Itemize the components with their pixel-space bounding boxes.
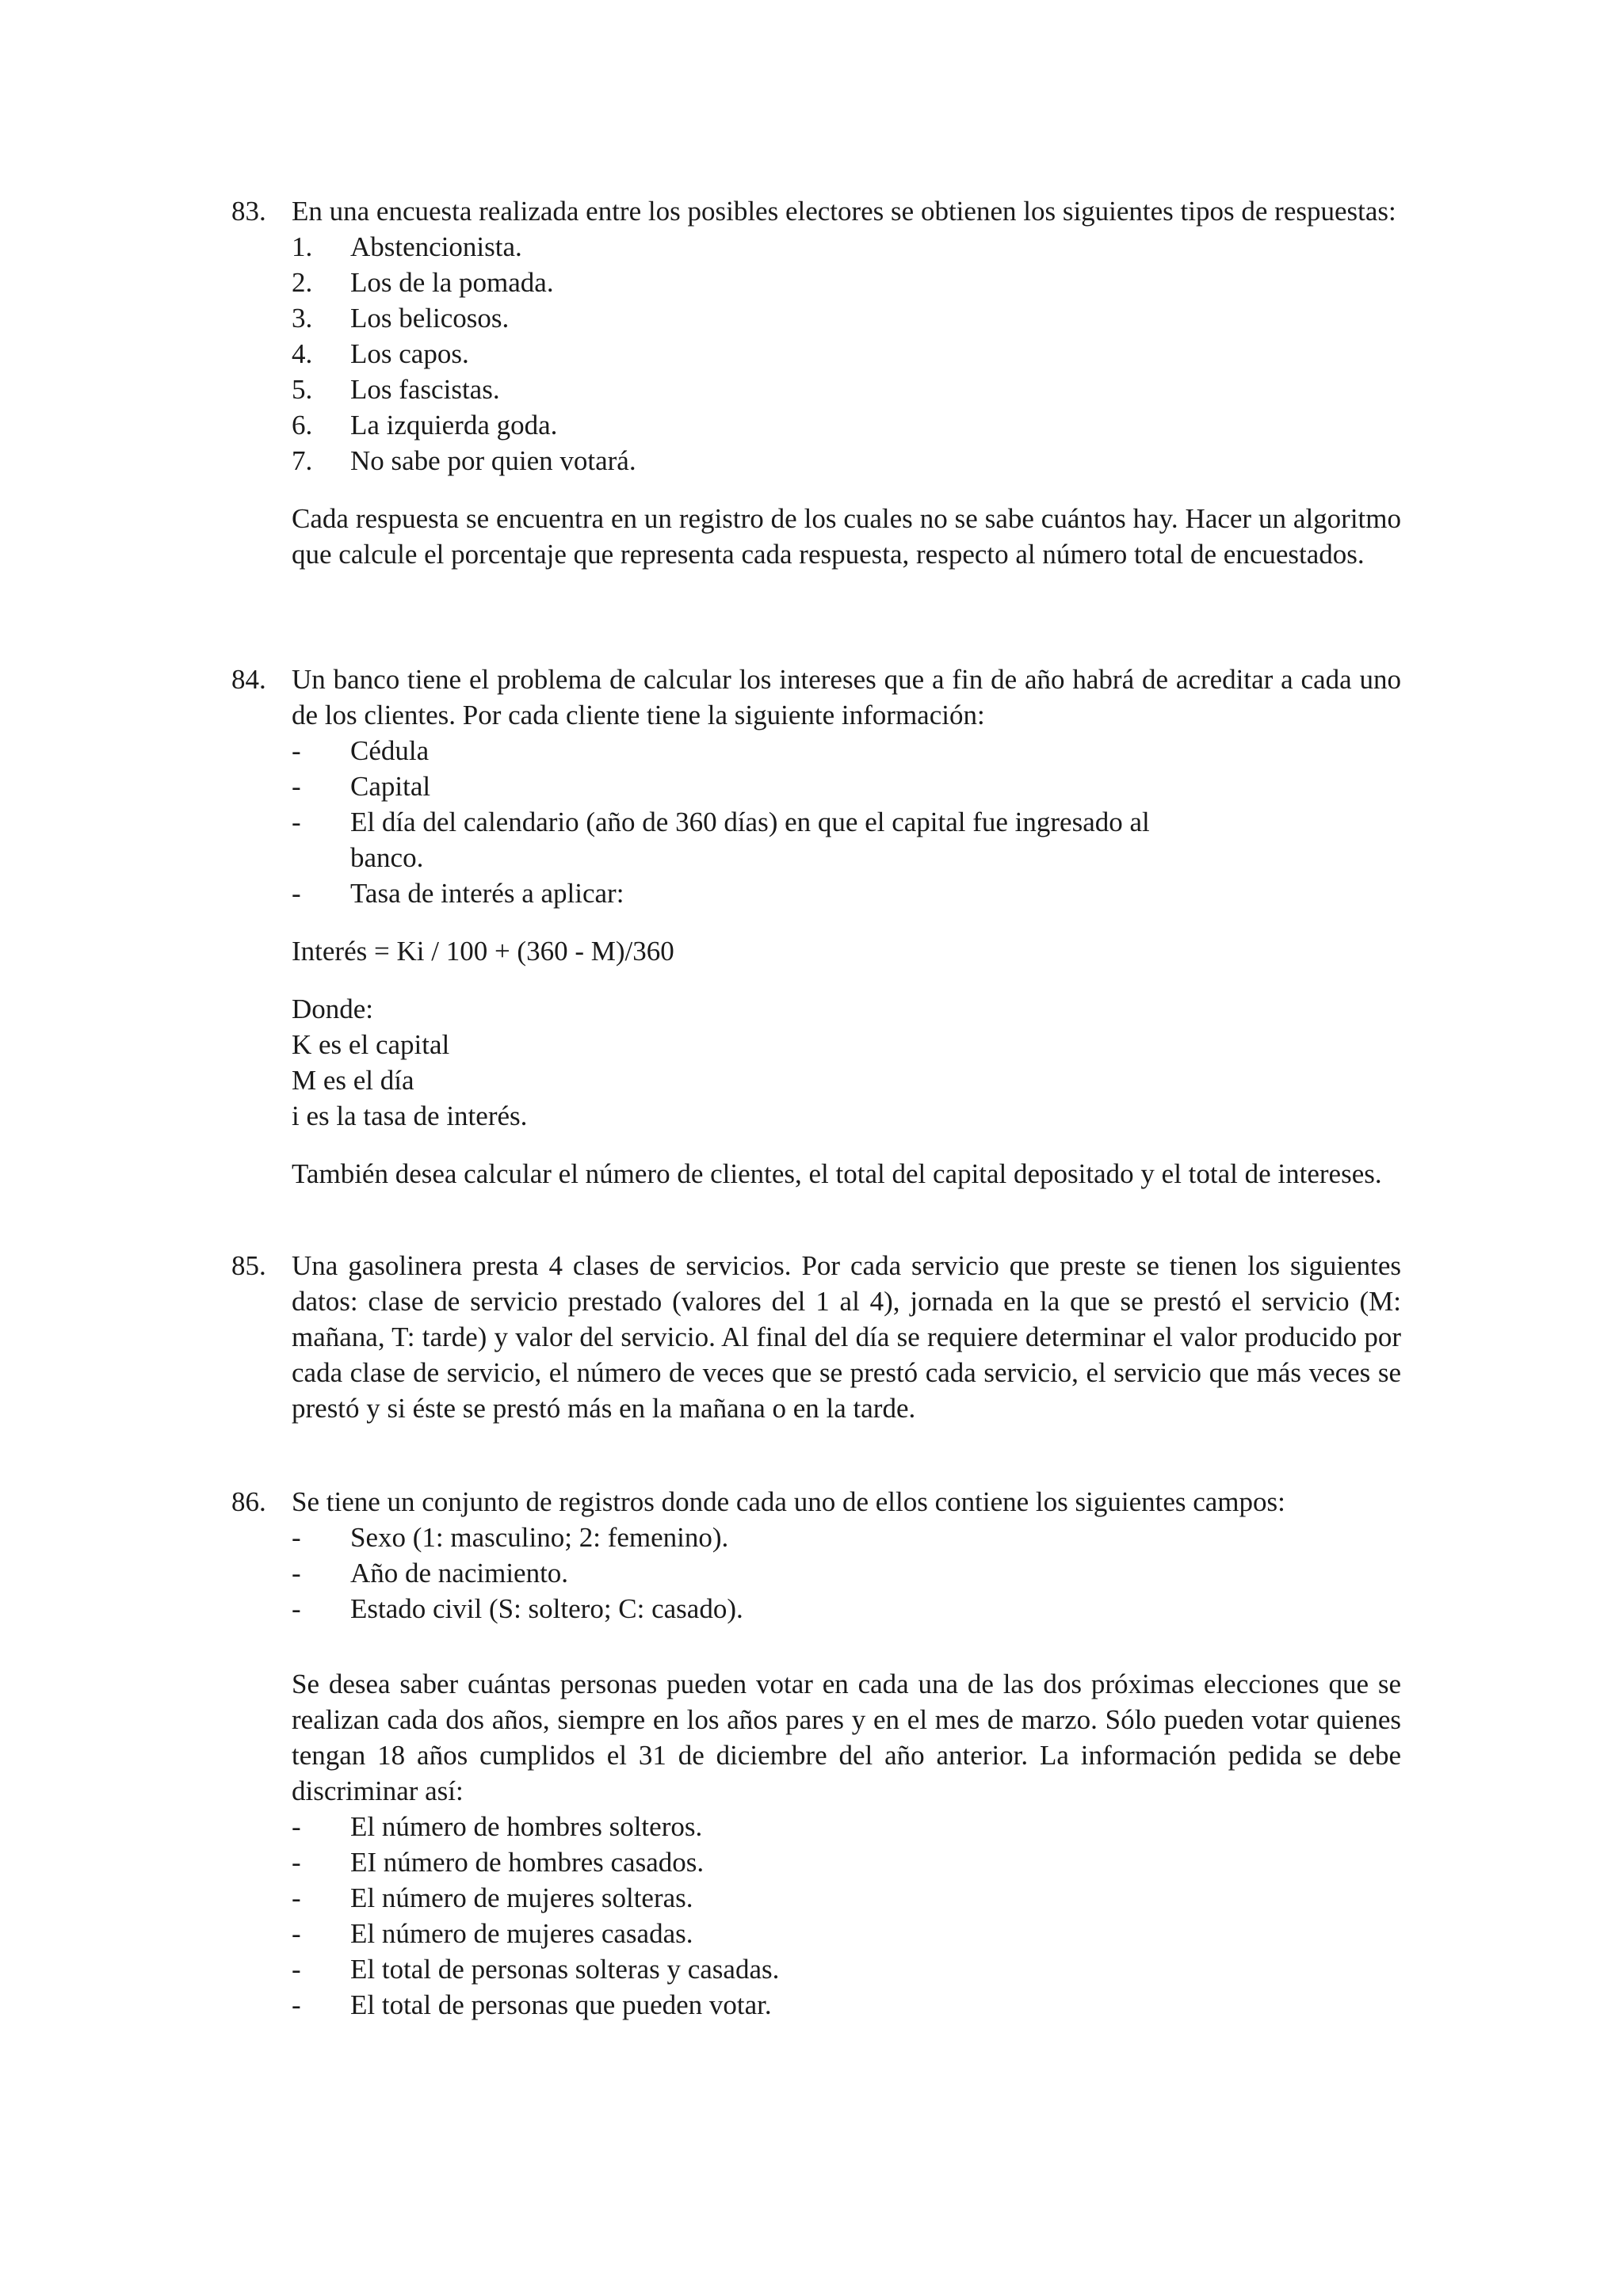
list-marker: -	[292, 1522, 301, 1553]
list-marker: -	[292, 1593, 301, 1624]
list-item	[292, 1916, 1401, 1951]
exercise-closing: Se desea saber cuántas personas pueden votar en cada una de las dos próximas elecciones que se realizan cada dos años, siempre en los años pares y en el mes de marzo. Sólo pueden votar quienes tengan 18 años cumplidos el 31 de diciembre del año anterior. La información pedida se debe discriminar así:	[292, 1669, 1401, 1806]
record-fields-list	[292, 1520, 1401, 1627]
list-item	[292, 1591, 1401, 1627]
list-item	[292, 1844, 1401, 1880]
exercise-intro: Un banco tiene el problema de calcular los intereses que a fin de año habrá de acreditar a cada uno de los clientes. Por cada cliente tiene la siguiente información:	[292, 664, 1401, 730]
list-item-text-continued: banco.	[350, 842, 424, 873]
list-item-text: Los de la pomada.	[350, 267, 554, 298]
list-item	[292, 804, 1401, 875]
list-marker: 3.	[292, 303, 313, 334]
list-item	[292, 229, 1401, 265]
list-item-text: Abstencionista.	[350, 231, 522, 262]
exercise-intro: Una gasolinera presta 4 clases de servicios. Por cada servicio que preste se tienen los siguientes datos: clase de servicio prestado (valores del 1 al 4), jornada en la que se prestó el servicio (M: mañana, T: tarde) y valor del servicio. Al final del día se requiere determinar el valor producido por cada clase de servicio, el número de veces que se prestó cada servicio, el servicio que más veces se prestó y si éste se prestó más en la mañana o en la tarde.	[292, 1250, 1401, 1424]
list-marker: -	[292, 878, 301, 909]
list-item-text: Cédula	[350, 735, 430, 766]
list-marker: -	[292, 807, 301, 837]
list-item-text: Tasa de interés a aplicar:	[350, 878, 624, 909]
exercise-86	[231, 1484, 1401, 2023]
list-item-text: El número de hombres solteros.	[350, 1811, 703, 1842]
list-item	[292, 443, 1401, 479]
list-marker: 2.	[292, 267, 313, 298]
list-item-text: La izquierda goda.	[350, 410, 558, 441]
list-marker: -	[292, 735, 301, 766]
legend-line: i es la tasa de interés.	[292, 1100, 528, 1131]
list-item-text: El total de personas que pueden votar.	[350, 1989, 772, 2020]
list-item	[292, 1809, 1401, 1844]
list-item-text: Los capos.	[350, 338, 469, 369]
legend-line: K es el capital	[292, 1029, 450, 1060]
list-marker: 1.	[292, 231, 313, 262]
list-marker: -	[292, 1954, 301, 1985]
legend-line: Donde:	[292, 994, 374, 1024]
legend-line: M es el día	[292, 1065, 414, 1096]
list-marker: 7.	[292, 445, 313, 476]
result-breakdown-list	[292, 1809, 1401, 2023]
list-item	[292, 372, 1401, 407]
exercise-closing: También desea calcular el número de clientes, el total del capital depositado y el total de intereses.	[292, 1158, 1382, 1189]
list-item-text: Sexo (1: masculino; 2: femenino).	[350, 1522, 729, 1553]
exercise-85	[231, 1248, 1401, 1426]
list-marker: -	[292, 1989, 301, 2020]
exercise-intro: En una encuesta realizada entre los posibles electores se obtienen los siguientes tipos de respuestas:	[292, 196, 1396, 227]
exercise-number: 84.	[231, 664, 266, 695]
list-item	[292, 769, 1401, 804]
exercise-closing: Cada respuesta se encuentra en un registro de los cuales no se sabe cuántos hay. Hacer un algoritmo que calcule el porcentaje que representa cada respuesta, respecto al número total de encuestados.	[292, 503, 1401, 570]
list-item	[292, 1987, 1401, 2023]
list-marker: 4.	[292, 338, 313, 369]
formula-legend	[292, 991, 1401, 1134]
list-marker: -	[292, 1847, 301, 1878]
exercise-intro: Se tiene un conjunto de registros donde cada uno de ellos contiene los siguientes campos:	[292, 1486, 1285, 1517]
list-item-text: El día del calendario (año de 360 días) en que el capital fue ingresado al	[350, 807, 1150, 837]
list-item-text: El número de mujeres casadas.	[350, 1918, 693, 1949]
list-item	[292, 407, 1401, 443]
list-marker: -	[292, 1918, 301, 1949]
client-info-list	[292, 733, 1401, 911]
list-marker: -	[292, 1811, 301, 1842]
list-item	[292, 1520, 1401, 1555]
list-item-text: Estado civil (S: soltero; C: casado).	[350, 1593, 743, 1624]
list-marker: -	[292, 771, 301, 802]
exercise-83	[231, 193, 1401, 572]
list-marker: -	[292, 1882, 301, 1913]
list-item	[292, 265, 1401, 300]
list-item	[292, 1555, 1401, 1591]
list-item-text: EI número de hombres casados.	[350, 1847, 705, 1878]
list-item	[292, 1951, 1401, 1987]
list-item-text: Año de nacimiento.	[350, 1558, 569, 1589]
list-item	[292, 300, 1401, 336]
list-item	[292, 875, 1401, 911]
list-item-text: Los fascistas.	[350, 374, 500, 405]
list-item-text: El número de mujeres solteras.	[350, 1882, 693, 1913]
list-marker: 5.	[292, 374, 313, 405]
response-list	[292, 229, 1401, 479]
list-item	[292, 733, 1401, 769]
list-item	[292, 336, 1401, 372]
exercise-number: 83.	[231, 196, 266, 227]
list-item-text: Los belicosos.	[350, 303, 510, 334]
exercise-number: 86.	[231, 1486, 266, 1517]
exercise-number: 85.	[231, 1250, 266, 1281]
exercise-84	[231, 662, 1401, 1192]
list-item	[292, 1880, 1401, 1916]
list-item-text: Capital	[350, 771, 431, 802]
list-marker: -	[292, 1558, 301, 1589]
interest-formula: Interés = Ki / 100 + (360 - M)/360	[292, 936, 674, 967]
list-marker: 6.	[292, 410, 313, 441]
list-item-text: El total de personas solteras y casadas.	[350, 1954, 780, 1985]
list-item-text: No sabe por quien votará.	[350, 445, 636, 476]
